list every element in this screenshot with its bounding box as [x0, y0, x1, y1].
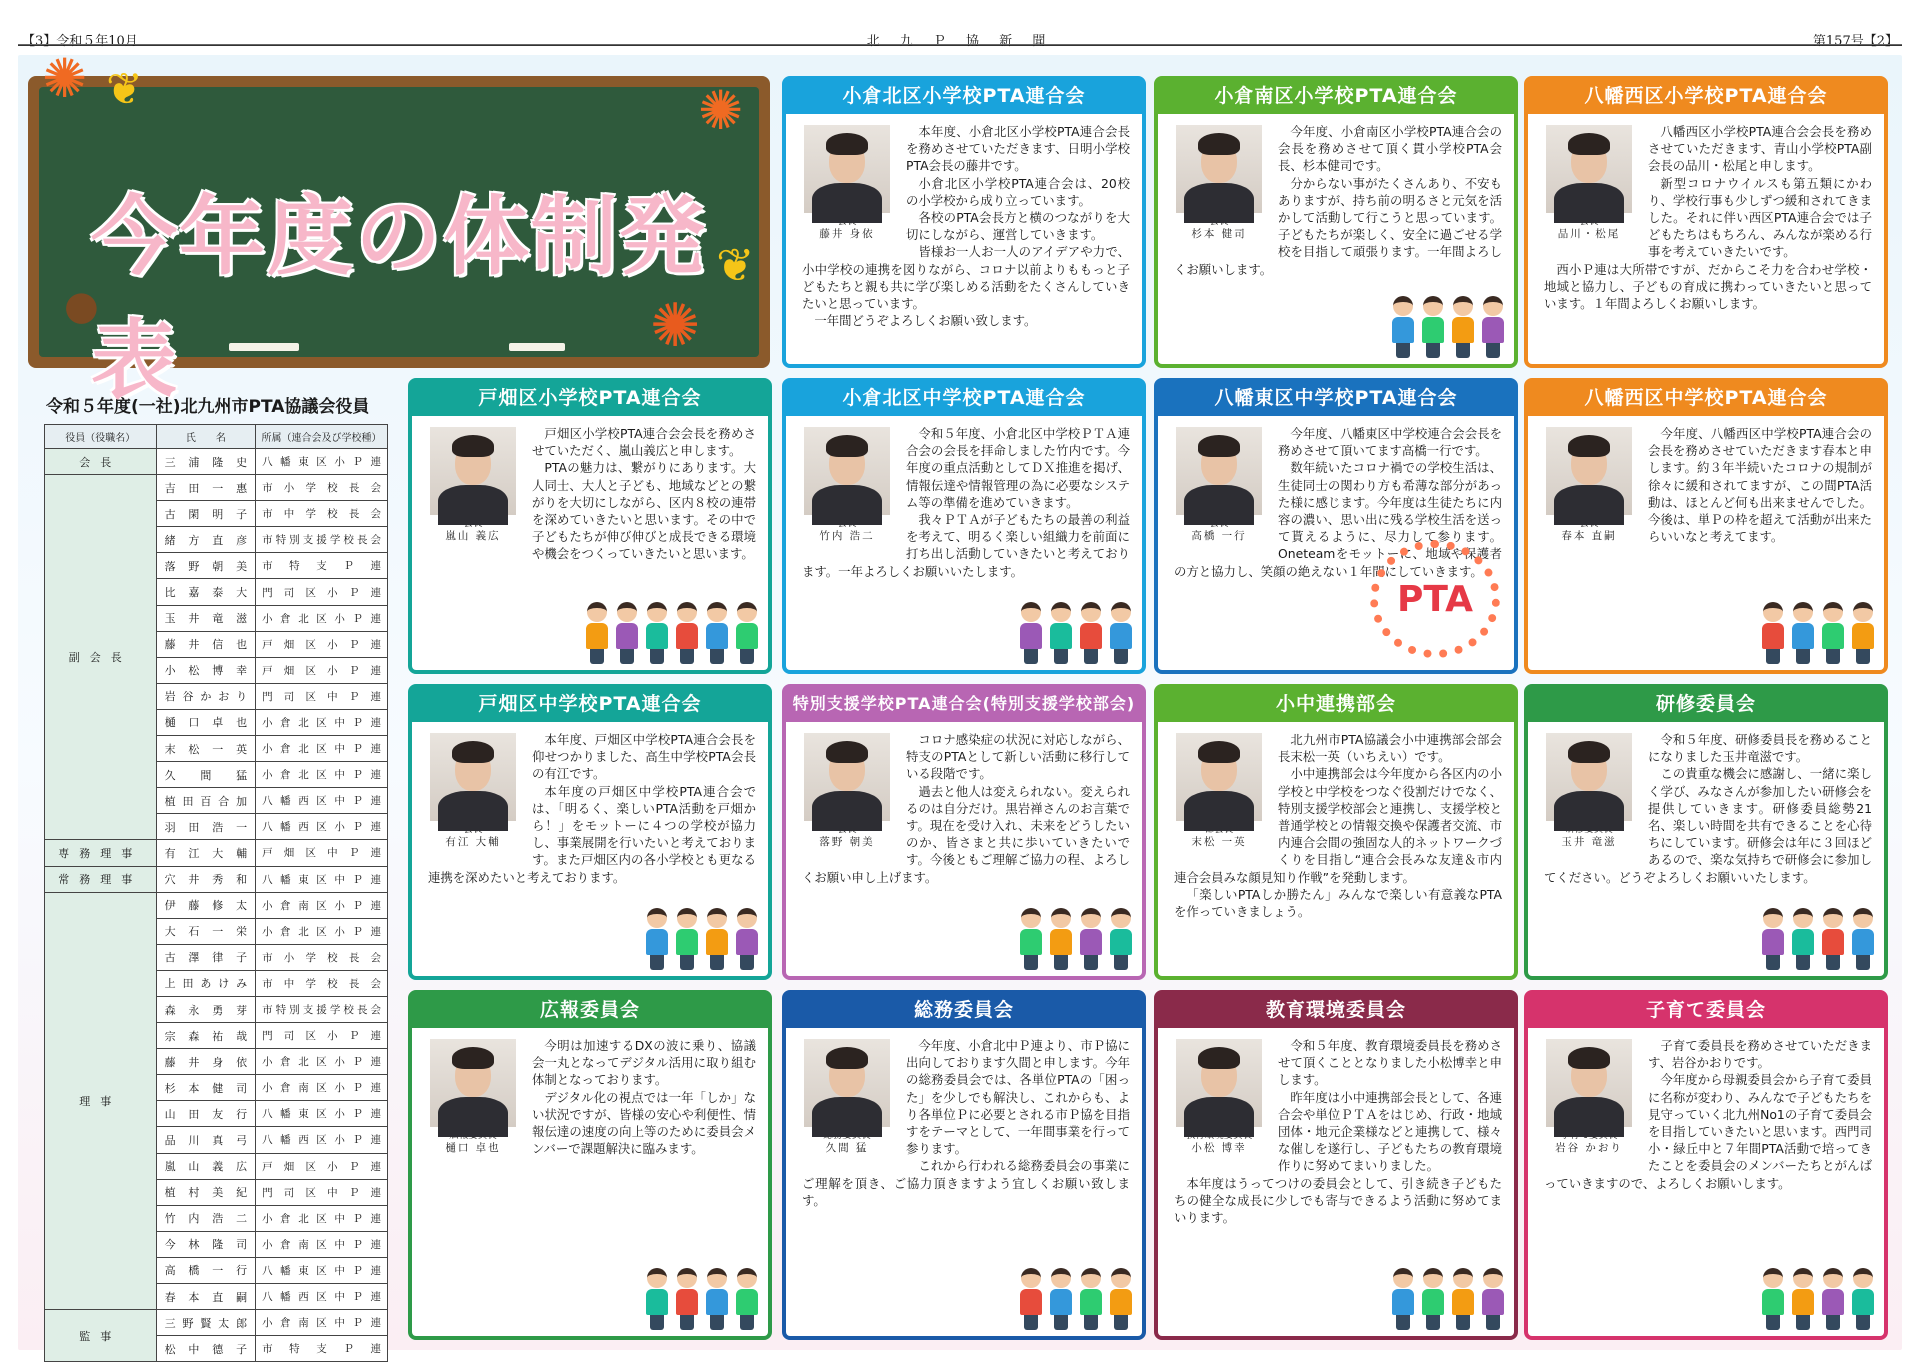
portrait-name: 有江 大輔 [445, 836, 501, 848]
portrait-photo [804, 427, 890, 515]
card-paragraph: 八幡西区小学校PTA連合会会長を務めさせていただきます、青山小学校PTA副会長の品川・松尾と申します。 [1648, 124, 1872, 174]
officer-affiliation: 市特別支援学校長会 [256, 527, 388, 553]
ginkgo-leaf-icon: ❦ [106, 64, 143, 115]
officer-name: 大石一栄 [156, 918, 255, 944]
person-figure-icon [1850, 602, 1876, 664]
officer-affiliation: 八幡西区小Ｐ連 [256, 814, 388, 840]
portrait-name: 落野 朝美 [819, 836, 875, 848]
people-illustration [1390, 296, 1506, 358]
portrait-photo [1176, 1039, 1262, 1127]
committee-card [1524, 990, 1888, 1340]
portrait-photo [804, 733, 890, 821]
card-title: 特別支援学校PTA連合会(特別支援学校部会) [786, 688, 1142, 722]
person-figure-icon [1790, 908, 1816, 970]
role-cell: 常務理事 [45, 866, 157, 892]
committee-card [782, 76, 1146, 368]
card-paragraph: 「楽しいPTAしか勝たん」みんなで楽しい有意義なPTAを作っていきましょう。 [1174, 886, 1502, 920]
officer-name: 上田あけみ [156, 970, 255, 996]
person-figure-icon [1820, 602, 1846, 664]
portrait-photo [1176, 733, 1262, 821]
portrait-name: 玉井 竜滋 [1561, 836, 1617, 848]
officer-name: 山田友行 [156, 1101, 255, 1127]
officer-affiliation: 八幡西区中Ｐ連 [256, 788, 388, 814]
card-paragraph: この貴重な機会に感謝し、一緒に楽しく学び、みなさんが参加したい研修会を提供していきます。研修委員総勢21名、楽しい時間を共有できることを心待ちにしています。研修会は年に３回ほどあるので、楽な気持ちで研修会に参加してください。どうぞよろしくお願いいたします。 [1544, 766, 1872, 885]
person-figure-icon [1018, 1268, 1044, 1330]
portrait [1174, 427, 1264, 542]
portrait-name: 品川・松尾 [1557, 228, 1621, 240]
portrait [428, 427, 518, 542]
person-figure-icon [674, 908, 700, 970]
officer-name: 今林隆司 [156, 1231, 255, 1257]
officer-name: 末松一英 [156, 736, 255, 762]
officer-affiliation: 市特支Ｐ連 [256, 553, 388, 579]
person-figure-icon [584, 602, 610, 664]
card-paragraph: 小中連携部会は今年度から各区内の小学校と中学校をつなぐ役割だけでなく、特別支援学校部会と連携し、支援学校と普通学校との情報交換や保護者交流、市内連合会間の強固な人的ネットワークづくりを目指し“連合会長みな友達＆市内連合会員みな顔見知り作戦”を発動します。 [1174, 766, 1502, 885]
officer-name: 落野朝美 [156, 553, 255, 579]
card-paragraph: 今年度から母親委員会から子育て委員に名称が変わり、みんなで子どもたちを見守っていく北九州No1の子育て委員会を目指していきたいと思います。西門司小・緑丘中と７年間PTA活動で培ってきたことを委員会のメンバーたちとがんばっていきますので、よろしくお願いします。 [1544, 1072, 1872, 1191]
card-paragraph: 令和５年度、教育環境委員長を務めさせて頂くこととなりました小松博幸と申します。 [1278, 1038, 1502, 1088]
card-title: 子育て委員会 [1528, 994, 1884, 1028]
card-title: 戸畑区小学校PTA連合会 [412, 382, 768, 416]
card-body [1158, 1028, 1514, 1226]
portrait-name: 藤井 身依 [819, 228, 875, 240]
officer-affiliation: 小倉北区中Ｐ連 [256, 762, 388, 788]
card-paragraph: 今明は加速するDXの波に乗り、協議会一丸となってデジタル活用に取り組む体制となっております。 [532, 1038, 756, 1088]
portrait-photo [1546, 125, 1632, 213]
portrait-photo [1176, 125, 1262, 213]
person-figure-icon [704, 908, 730, 970]
card-body [786, 416, 1142, 580]
people-illustration [1018, 908, 1134, 970]
person-figure-icon [1790, 1268, 1816, 1330]
portrait-name: 岩谷 かおり [1555, 1142, 1623, 1154]
officer-affiliation: 市小学校長会 [256, 944, 388, 970]
officer-name: 森永勇芽 [156, 996, 255, 1022]
officer-affiliation: 戸畑区小Ｐ連 [256, 1153, 388, 1179]
card-body [786, 114, 1142, 329]
officers-table [44, 424, 388, 1362]
officer-name: 三野賢太郎 [156, 1310, 255, 1336]
card-body [412, 1028, 768, 1157]
officer-affiliation: 市特別支援学校長会 [256, 996, 388, 1022]
card-title: 小中連携部会 [1158, 688, 1514, 722]
card-title: 総務委員会 [786, 994, 1142, 1028]
person-figure-icon [1048, 1268, 1074, 1330]
person-figure-icon [1480, 1268, 1506, 1330]
person-figure-icon [1390, 1268, 1416, 1330]
person-figure-icon [644, 1268, 670, 1330]
officer-name: 比嘉泰大 [156, 579, 255, 605]
portrait-name: 春本 直嗣 [1561, 530, 1617, 542]
portrait [1544, 733, 1634, 848]
card-body [1528, 416, 1884, 545]
person-figure-icon [1048, 602, 1074, 664]
officer-name: 岩谷かおり [156, 683, 255, 709]
officer-name: 古閑明子 [156, 501, 255, 527]
card-paragraph: 本年度はうってつけの委員会として、引き続き子どもたちの健全な成長に少しでも寄与できるよう活動に努めてまいります。 [1174, 1175, 1502, 1226]
officer-name: 春本直嗣 [156, 1284, 255, 1310]
card-body [1528, 114, 1884, 312]
person-figure-icon [1850, 908, 1876, 970]
committee-card [782, 684, 1146, 980]
card-body [1528, 722, 1884, 886]
committee-card [1154, 76, 1518, 368]
card-body [412, 722, 768, 886]
officer-affiliation: 八幡東区小Ｐ連 [256, 1101, 388, 1127]
person-figure-icon [1078, 1268, 1104, 1330]
person-figure-icon [1820, 908, 1846, 970]
officer-affiliation: 小倉南区小Ｐ連 [256, 1075, 388, 1101]
officer-name: 玉井竜滋 [156, 605, 255, 631]
portrait-name: 杉本 健司 [1191, 228, 1247, 240]
card-paragraph: PTAの魅力は、繋がりにあります。大人同士、大人と子ども、地域などとの繋がりを大切にしながら、区内８校の連帯を深めていきたいと思います。その中で子どもたちが伸び伸びと成長できる環境や機会をつくっていきたいと思います。 [532, 460, 756, 562]
officer-name: 植村美紀 [156, 1179, 255, 1205]
officer-affiliation: 小倉北区中Ｐ連 [256, 709, 388, 735]
card-paragraph: 令和５年度、研修委員長を務めることになりました玉井竜滋です。 [1648, 732, 1872, 765]
portrait [1174, 733, 1264, 848]
officer-affiliation: 門司区小Ｐ連 [256, 579, 388, 605]
page-header [18, 0, 1902, 49]
table-row [45, 866, 388, 892]
officer-name: 三浦隆史 [156, 449, 255, 475]
officer-affiliation: 八幡東区中Ｐ連 [256, 866, 388, 892]
person-figure-icon [1760, 908, 1786, 970]
person-figure-icon [1390, 296, 1416, 358]
officer-affiliation: 小倉南区中Ｐ連 [256, 1310, 388, 1336]
portrait [1174, 125, 1264, 240]
maple-leaf-icon: ✺ [42, 47, 88, 110]
people-illustration [1390, 1268, 1506, 1330]
person-figure-icon [614, 602, 640, 664]
portrait [802, 125, 892, 240]
card-body [1528, 1028, 1884, 1192]
officer-name: 久間猛 [156, 762, 255, 788]
person-figure-icon [644, 908, 670, 970]
role-cell: 副会長 [45, 475, 157, 840]
officer-name: 樋口卓也 [156, 709, 255, 735]
officer-affiliation: 小倉北区小Ｐ連 [256, 605, 388, 631]
maple-leaf-icon: ✺ [698, 79, 744, 142]
feature-title: 今年度の体制発表 [91, 187, 707, 411]
portrait-name: 嵐山 義広 [445, 530, 501, 542]
portrait-name: 竹内 浩二 [819, 530, 875, 542]
portrait [802, 733, 892, 848]
person-figure-icon [1420, 1268, 1446, 1330]
committee-card [782, 990, 1146, 1340]
person-figure-icon [1018, 908, 1044, 970]
people-illustration [584, 602, 760, 664]
card-title: 小倉北区中学校PTA連合会 [786, 382, 1142, 416]
officer-name: 伊藤修太 [156, 892, 255, 918]
portrait-photo [430, 733, 516, 821]
card-body [786, 1028, 1142, 1209]
newspaper-name: 北 九 Ｐ 協 新 聞 [866, 34, 1054, 49]
card-title: 八幡西区小学校PTA連合会 [1528, 80, 1884, 114]
portrait-photo [1546, 733, 1632, 821]
person-figure-icon [734, 1268, 760, 1330]
pta-circle-illustration [1370, 540, 1500, 658]
committee-card [408, 684, 772, 980]
portrait [1544, 427, 1634, 542]
person-figure-icon [674, 1268, 700, 1330]
portrait [428, 733, 518, 848]
officer-affiliation: 小倉北区中Ｐ連 [256, 736, 388, 762]
card-body [786, 722, 1142, 886]
officer-affiliation: 八幡西区小Ｐ連 [256, 1127, 388, 1153]
officer-name: 緒方直彦 [156, 527, 255, 553]
people-illustration [644, 908, 760, 970]
card-paragraph: 我々ＰＴＡが子どもたちの最善の利益を考えて、明るく楽しい組織力を前面に打ち出し活動していきたいと考えております。一年よろしくお願いいたします。 [802, 512, 1130, 579]
officer-affiliation: 小倉北区中Ｐ連 [256, 1205, 388, 1231]
card-title: 八幡西区中学校PTA連合会 [1528, 382, 1884, 416]
officers-table-body [45, 449, 388, 1362]
portrait-photo [430, 1039, 516, 1127]
portrait [802, 427, 892, 542]
committee-card [1524, 684, 1888, 980]
card-paragraph: 今年度、小倉南区小学校PTA連合会の会長を務めさせて頂く貫小学校PTA会長、杉本健司です。 [1278, 124, 1502, 174]
officer-name: 嵐山義広 [156, 1153, 255, 1179]
ginkgo-leaf-icon: ❦ [716, 238, 755, 292]
card-paragraph: 数年続いたコロナ禍での学校生活は、生徒同士の関わり方も希薄な部分があった様に感じます。今年度は生徒たちに内容の濃い、思い出に残る学校生活を送って貰えるように、尽力して参ります。Oneteamをモットーに、地域や保護者の方と協力し、笑顔の絶えない１年間にしていきます。 [1174, 460, 1502, 579]
card-body [412, 416, 768, 563]
portrait-name: 樋口 卓也 [445, 1142, 501, 1154]
card-title: 小倉南区小学校PTA連合会 [1158, 80, 1514, 114]
card-paragraph: 昨年度は小中連携部会長として、各連合会や単位ＰＴＡをはじめ、行政・地域団体・地元企業様などと連携して、様々な催しを遂行し、子どもたちの教育環境作りに努めてまいりました。 [1278, 1089, 1502, 1174]
card-paragraph: 戸畑区小学校PTA連合会会長を務めさせていただく、嵐山義広と申します。 [532, 426, 756, 459]
officer-name: 松中德子 [156, 1336, 255, 1362]
card-body [1158, 114, 1514, 278]
card-title: 研修委員会 [1528, 688, 1884, 722]
person-figure-icon [674, 602, 700, 664]
officer-affiliation: 門司区小Ｐ連 [256, 1023, 388, 1049]
card-paragraph: デジタル化の視点では一年「しか」ない状況ですが、皆様の安心や利便性、情報伝達の速度の向上等のために委員会メンバーで課題解決に臨みます。 [532, 1089, 756, 1157]
committee-card [408, 378, 772, 674]
person-figure-icon [1018, 602, 1044, 664]
officer-name: 吉田一惠 [156, 475, 255, 501]
portrait-photo [1546, 1039, 1632, 1127]
officer-affiliation: 市中学校長会 [256, 501, 388, 527]
maple-leaf-icon: ✺ [650, 291, 701, 361]
officer-affiliation: 市小学校長会 [256, 475, 388, 501]
people-illustration [1760, 1268, 1876, 1330]
role-cell: 会長 [45, 449, 157, 475]
table-row [45, 1310, 388, 1336]
portrait [1544, 125, 1634, 240]
committee-card [408, 990, 772, 1340]
roster-title: 令和５年度(一社)北九州市PTA協議会役員 [46, 397, 370, 417]
officer-affiliation: 市特支Ｐ連 [256, 1336, 388, 1362]
role-cell: 理事 [45, 892, 157, 1310]
officer-affiliation: 戸畑区小Ｐ連 [256, 657, 388, 683]
portrait-name: 久間 猛 [825, 1142, 869, 1154]
portrait-photo [804, 125, 890, 213]
officer-name: 竹内浩二 [156, 1205, 255, 1231]
officer-name: 高橋一行 [156, 1257, 255, 1283]
column-header-role: 役員（役職名） [45, 425, 157, 449]
card-title: 広報委員会 [412, 994, 768, 1028]
people-illustration [1018, 602, 1134, 664]
officer-affiliation: 八幡西区中Ｐ連 [256, 1284, 388, 1310]
column-header-name: 氏 名 [156, 425, 255, 449]
portrait [428, 1039, 518, 1154]
committee-card [1524, 76, 1888, 368]
card-paragraph: 小倉北区小学校PTA連合会は、20校の小学校から成り立っています。 [906, 175, 1130, 208]
officer-name: 小松博幸 [156, 657, 255, 683]
committee-card [1524, 378, 1888, 674]
card-paragraph: 西小Ｐ連は大所帯ですが、だからこそ力を合わせ学校・地域と協力し、子どもの育成に携わっていきたいと思っています。１年間よろしくお願いします。 [1544, 261, 1872, 312]
card-paragraph: 今年度、八幡東区中学校連合会会長を務めさせて頂いてます高橋一行です。 [1278, 426, 1502, 459]
officer-name: 藤井信也 [156, 631, 255, 657]
officer-affiliation: 八幡東区中Ｐ連 [256, 1257, 388, 1283]
portrait-photo [1176, 427, 1262, 515]
card-paragraph: 本年度、小倉北区小学校PTA連合会長を務めさせていただきます、日明小学校PTA会長の藤井です。 [906, 124, 1130, 174]
person-figure-icon [1790, 602, 1816, 664]
table-row [45, 892, 388, 918]
officer-name: 有江大輔 [156, 840, 255, 866]
card-paragraph: 皆様お一人お一人のアイデアや力で、小中学校の連携を図りながら、コロナ以前よりももっと子どもたちと親も共に学び楽しめる活動をたくさんしていきたいと思っています。 [802, 244, 1130, 312]
committee-card [782, 378, 1146, 674]
card-paragraph: 今年度、八幡西区中学校PTA連合会の会長を務めさせていただきます春本と申します。約３年半続いたコロナの規制が徐々に緩和されてますが、この間PTA活動は、ほとんど何も出来ませんでした。今後は、単Ｐの枠を超えて活動が出来たらいいなと考えてます。 [1648, 426, 1872, 545]
people-illustration [644, 1268, 760, 1330]
role-cell: 専務理事 [45, 840, 157, 866]
committee-card [1154, 378, 1518, 674]
table-row [45, 840, 388, 866]
people-illustration [1760, 908, 1876, 970]
portrait-photo [804, 1039, 890, 1127]
card-paragraph: 子育て委員長を務めさせていただきます、岩谷かおりです。 [1648, 1038, 1872, 1071]
acorn-icon: ● [64, 283, 99, 329]
officer-affiliation: 市中学校長会 [256, 970, 388, 996]
person-figure-icon [1450, 296, 1476, 358]
card-paragraph: 本年度の戸畑区中学校PTA連合会では、「明るく、楽しいPTA活動を戸畑から！」をモットーに４つの学校が協力し、事業展開を行いたいと考えております。また戸畑区内の各小学校とも更なる連携を深めたいと考えております。 [428, 783, 756, 885]
card-paragraph: コロナ感染症の状況に対応しながら、特支のPTAとして新しい活動に移行している段階です。 [906, 732, 1130, 782]
portrait-name: 末松 一英 [1191, 836, 1247, 848]
person-figure-icon [1108, 602, 1134, 664]
card-paragraph: 令和５年度、小倉北区中学校ＰＴＡ連合会の会長を拝命しました竹内です。今年度の重点活動としてＤＸ推進を掲げ、情報伝達や情報管理の為に必要なシステム等の準備を進めていきます。 [906, 426, 1130, 510]
person-figure-icon [734, 602, 760, 664]
card-paragraph: 分からない事がたくさんあり、不安もありますが、持ち前の明るさと元気を活かして活動して行こうと思っています。子どもたちが楽しく、安全に過ごせる学校を目指して頑張ります。一年間よろしくお願いします。 [1174, 175, 1502, 277]
table-row [45, 449, 388, 475]
officer-affiliation: 八幡東区小Ｐ連 [256, 449, 388, 475]
officer-affiliation: 戸畑区小Ｐ連 [256, 631, 388, 657]
card-paragraph: 北九州市PTA協議会小中連携部会部会長末松一英（いちえい）です。 [1278, 732, 1502, 765]
card-paragraph: 過去と他人は変えられない。変えられるのは自分だけ。黒岩禅さんのお言葉です。現在を受け入れ、未来をどうしたいのか、皆さまと共に歩いていきたいです。今後ともご理解ご協力の程、よろしくお願い申し上げます。 [802, 783, 1130, 885]
portrait-name: 高橋 一行 [1191, 530, 1247, 542]
officer-name: 古澤律子 [156, 944, 255, 970]
officer-name: 杉本健司 [156, 1075, 255, 1101]
officer-name: 羽田浩一 [156, 814, 255, 840]
pta-logo-text: PTA [1396, 578, 1473, 620]
portrait [1174, 1039, 1264, 1154]
officer-affiliation: 小倉北区小Ｐ連 [256, 1049, 388, 1075]
person-figure-icon [704, 1268, 730, 1330]
card-title: 小倉北区小学校PTA連合会 [786, 80, 1142, 114]
card-title: 八幡東区中学校PTA連合会 [1158, 382, 1514, 416]
person-figure-icon [1078, 602, 1104, 664]
issue-number: 第157号【2】 [1812, 34, 1898, 49]
person-figure-icon [1850, 1268, 1876, 1330]
card-paragraph: 一年間どうぞよろしくお願い致します。 [814, 313, 1037, 329]
officer-name: 宗森祐哉 [156, 1023, 255, 1049]
committee-card [1154, 990, 1518, 1340]
card-title: 教育環境委員会 [1158, 994, 1514, 1028]
issue-date: 【3】令和５年10月 [22, 34, 138, 49]
officer-name: 藤井身依 [156, 1049, 255, 1075]
card-title: 戸畑区中学校PTA連合会 [412, 688, 768, 722]
card-paragraph: 新型コロナウイルスも第五類にかわり、学校行事も少しずつ緩和されてきました。それに伴い西区PTA連合会では子どもたちはもちろん、みんなが楽める行事を考えていきたいです。 [1648, 175, 1872, 260]
chalk-piece [509, 343, 565, 351]
officer-name: 品川真弓 [156, 1127, 255, 1153]
officer-name: 穴井秀和 [156, 866, 255, 892]
card-body [1158, 722, 1514, 920]
person-figure-icon [1420, 296, 1446, 358]
table-header-row [45, 425, 388, 449]
portrait-name: 小松 博幸 [1191, 1142, 1247, 1154]
portrait-photo [1546, 427, 1632, 515]
table-row [45, 475, 388, 501]
people-illustration [1018, 1268, 1134, 1330]
person-figure-icon [1108, 1268, 1134, 1330]
officer-affiliation: 戸畑区中Ｐ連 [256, 840, 388, 866]
portrait [1544, 1039, 1634, 1154]
card-paragraph: これから行われる総務委員会の事業にご理解を頂き、ご協力頂きますよう宜しくお願い致します。 [802, 1158, 1130, 1208]
person-figure-icon [644, 602, 670, 664]
role-cell: 監事 [45, 1310, 157, 1362]
committee-card [1154, 684, 1518, 980]
person-figure-icon [1760, 602, 1786, 664]
card-paragraph: 今年度、小倉北中Ｐ連より、市Ｐ協に出向しております久間と申します。今年の総務委員会では、各単位PTAの「困った」を少しでも解決し、これからも、より各単位Ｐに必要とされる市Ｐ協を目指すをテーマとして、一年間事業を行って参ります。 [906, 1038, 1130, 1157]
officer-affiliation: 小倉北区小Ｐ連 [256, 918, 388, 944]
portrait-photo [430, 427, 516, 515]
header-rule [18, 44, 1902, 45]
officer-affiliation: 小倉南区小Ｐ連 [256, 892, 388, 918]
card-paragraph: 各校のPTA会長方と横のつながりを大切にしながら、運営していきます。 [906, 210, 1130, 243]
officer-affiliation: 小倉南区中Ｐ連 [256, 1231, 388, 1257]
person-figure-icon [1480, 296, 1506, 358]
person-figure-icon [1048, 908, 1074, 970]
person-figure-icon [1078, 908, 1104, 970]
card-paragraph: 本年度、戸畑区中学校PTA連合会長を仰せつかりました、高生中学校PTA会長の有江です。 [532, 732, 756, 782]
column-header-affiliation: 所属（連合会及び学校種） [256, 425, 388, 449]
people-illustration [1760, 602, 1876, 664]
person-figure-icon [1450, 1268, 1476, 1330]
officer-name: 植田百合加 [156, 788, 255, 814]
chalk-piece [229, 343, 299, 351]
person-figure-icon [1820, 1268, 1846, 1330]
person-figure-icon [1108, 908, 1134, 970]
person-figure-icon [734, 908, 760, 970]
person-figure-icon [704, 602, 730, 664]
portrait [802, 1039, 892, 1154]
person-figure-icon [1760, 1268, 1786, 1330]
officer-affiliation: 門司区中Ｐ連 [256, 1179, 388, 1205]
officer-affiliation: 門司区中Ｐ連 [256, 683, 388, 709]
